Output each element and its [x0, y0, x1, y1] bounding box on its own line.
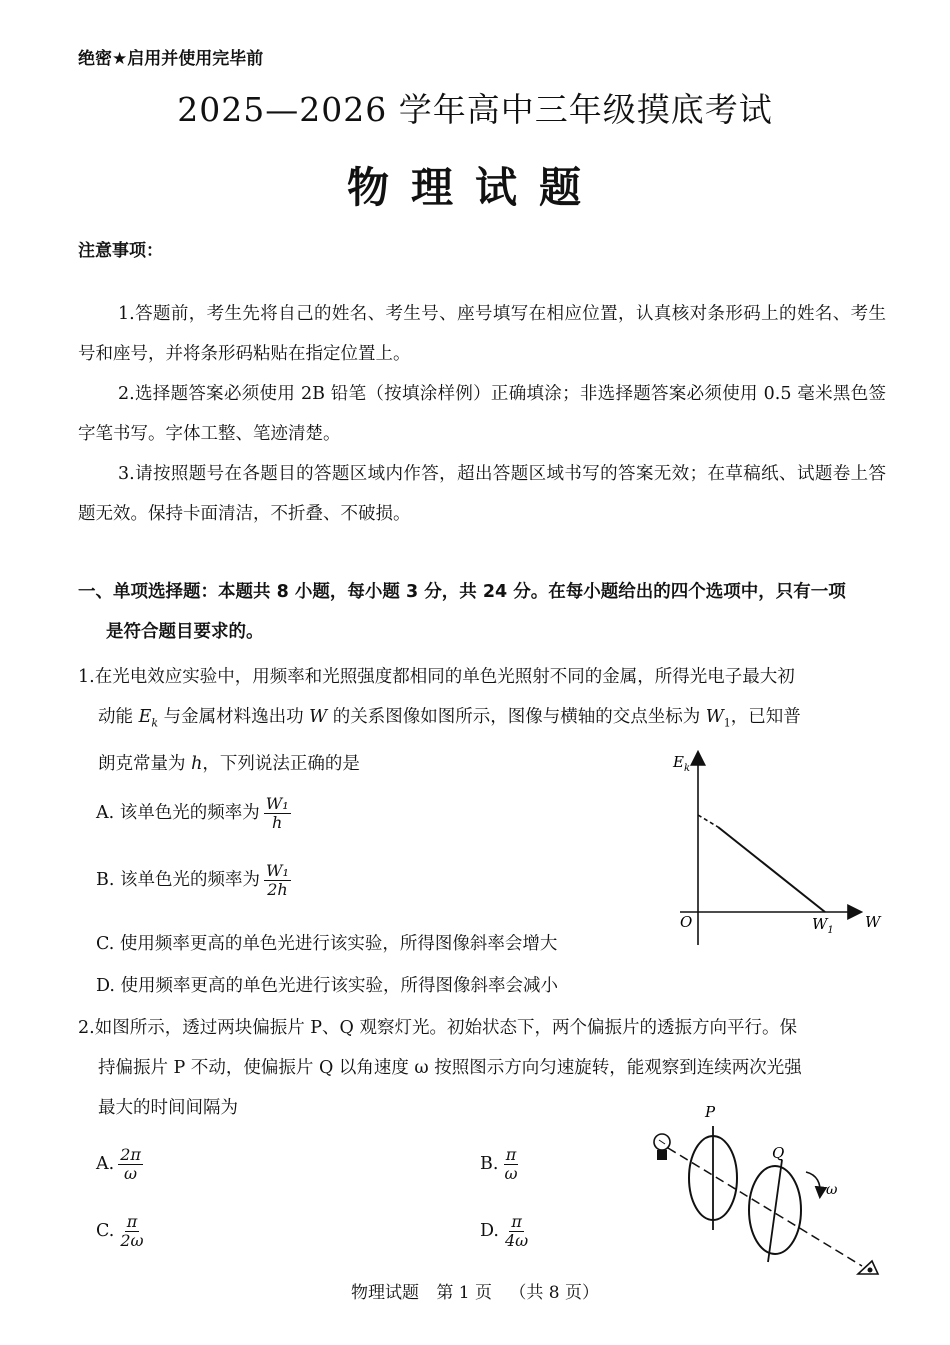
section-heading-line2: 是符合题目要求的。: [106, 622, 264, 642]
q1-ek-w-graph: [660, 745, 890, 950]
q2-option-d[interactable]: D. $\frac{\pi}{4\omega}$: [480, 1212, 529, 1250]
notice-item-1: 1.答题前，考生先将自己的姓名、考生号、座号填写在相应位置，认真核对条形码上的姓名、考生号和座号，并将条形码粘贴在指定位置上。: [78, 304, 886, 364]
exam-title: 2025—2026 学年高中三年级摸底考试: [177, 90, 773, 129]
y-axis-label: $E_k$: [673, 753, 691, 774]
section-heading: [78, 572, 888, 652]
q1-option-c[interactable]: C. 使用频率更高的单色光进行该实验，所得图像斜率会增大: [96, 934, 558, 954]
notice-heading: 注意事项：: [78, 241, 163, 261]
origin-label: O: [680, 913, 693, 931]
subject-title: 物理试题: [346, 163, 603, 212]
x-axis-label: W: [865, 913, 881, 931]
section-heading-line1: 一、单项选择题：本题共 8 小题，每小题 3 分，共 24 分。在每小题给出的四个选项中，只有一项: [78, 582, 846, 602]
q2-option-a[interactable]: A. $\frac{2\pi}{\omega}$: [96, 1145, 141, 1183]
page-footer: [0, 1278, 950, 1303]
notice-item-2: 2.选择题答案必须使用 2B 铅笔（按填涂样例）正确填涂；非选择题答案必须使用 0.5 毫米黑色签字笔书写。字体工整、笔迹清楚。: [78, 384, 886, 444]
light-path: [668, 1148, 862, 1266]
intercept-label: $W_1$: [812, 915, 834, 936]
light-bulb-icon: [654, 1134, 670, 1160]
q2-line3: 最大的时间间隔为: [98, 1098, 238, 1118]
notice-item-3: 3.请按照题号在各题目的答题区域内作答，超出答题区域书写的答案无效；在草稿纸、试题卷上答题无效。保持卡面清洁，不折叠、不破损。: [78, 464, 886, 524]
q2-option-c[interactable]: C. $\frac{\pi}{2\omega}$: [96, 1212, 144, 1250]
graph-line: [718, 827, 825, 912]
q2-line1: 2.如图所示，透过两块偏振片 P、Q 观察灯光。初始状态下，两个偏振片的透振方向平行。保: [78, 1018, 797, 1038]
q1-option-b-fraction: $\frac{\text{W₁}}{2h}$: [266, 861, 289, 899]
footer-total: （共 8 页）: [509, 1283, 600, 1303]
graph-dashed-segment: [698, 815, 718, 827]
rotation-arrow-icon: [806, 1172, 820, 1196]
polarizer-p-label: P: [705, 1103, 716, 1121]
q2-option-d-fraction: $\frac{\pi}{4\omega}$: [504, 1212, 529, 1250]
q1-line1: 1.在光电效应实验中，用频率和光照强度都相同的单色光照射不同的金属，所得光电子最大初: [78, 667, 795, 687]
q1-option-a[interactable]: A. 该单色光的频率为 $\frac{\text{W₁}}{h}$: [96, 794, 289, 832]
confidential-label: 绝密★启用并使用完毕前: [78, 49, 264, 69]
q2-option-b[interactable]: B. $\frac{\pi}{\omega}$: [480, 1145, 518, 1183]
q2-option-a-fraction: $\frac{2\pi}{\omega}$: [120, 1145, 141, 1183]
q2-option-b-fraction: $\frac{\pi}{\omega}$: [504, 1145, 518, 1183]
q2-polarizer-figure: [640, 1098, 885, 1278]
q2-option-c-fraction: $\frac{\pi}{2\omega}$: [120, 1212, 144, 1250]
q1-option-b[interactable]: B. 该单色光的频率为 $\frac{\text{W₁}}{2h}$: [96, 861, 289, 899]
q1-option-a-fraction: $\frac{\text{W₁}}{h}$: [265, 794, 289, 832]
omega-label: ω: [826, 1182, 838, 1198]
footer-page: 第 1 页: [436, 1283, 492, 1303]
q1-line3: 朗克常量为 h，下列说法正确的是: [98, 753, 360, 774]
polarizer-q-label: Q: [772, 1144, 785, 1162]
q2-line2: 持偏振片 P 不动，使偏振片 Q 以角速度 ω 按照图示方向匀速旋转，能观察到连续两次光强: [98, 1058, 802, 1078]
q1-line2: 动能 $E_k$ 与金属材料逸出功 W 的关系图像如图所示，图像与横轴的交点坐标为 $W_1$，已知普: [98, 707, 801, 730]
footer-subject: 物理试题: [350, 1283, 419, 1303]
q1-option-d[interactable]: D. 使用频率更高的单色光进行该实验，所得图像斜率会减小: [96, 976, 559, 996]
eye-icon: [858, 1261, 878, 1274]
polarizer-q-axis: [768, 1160, 782, 1262]
